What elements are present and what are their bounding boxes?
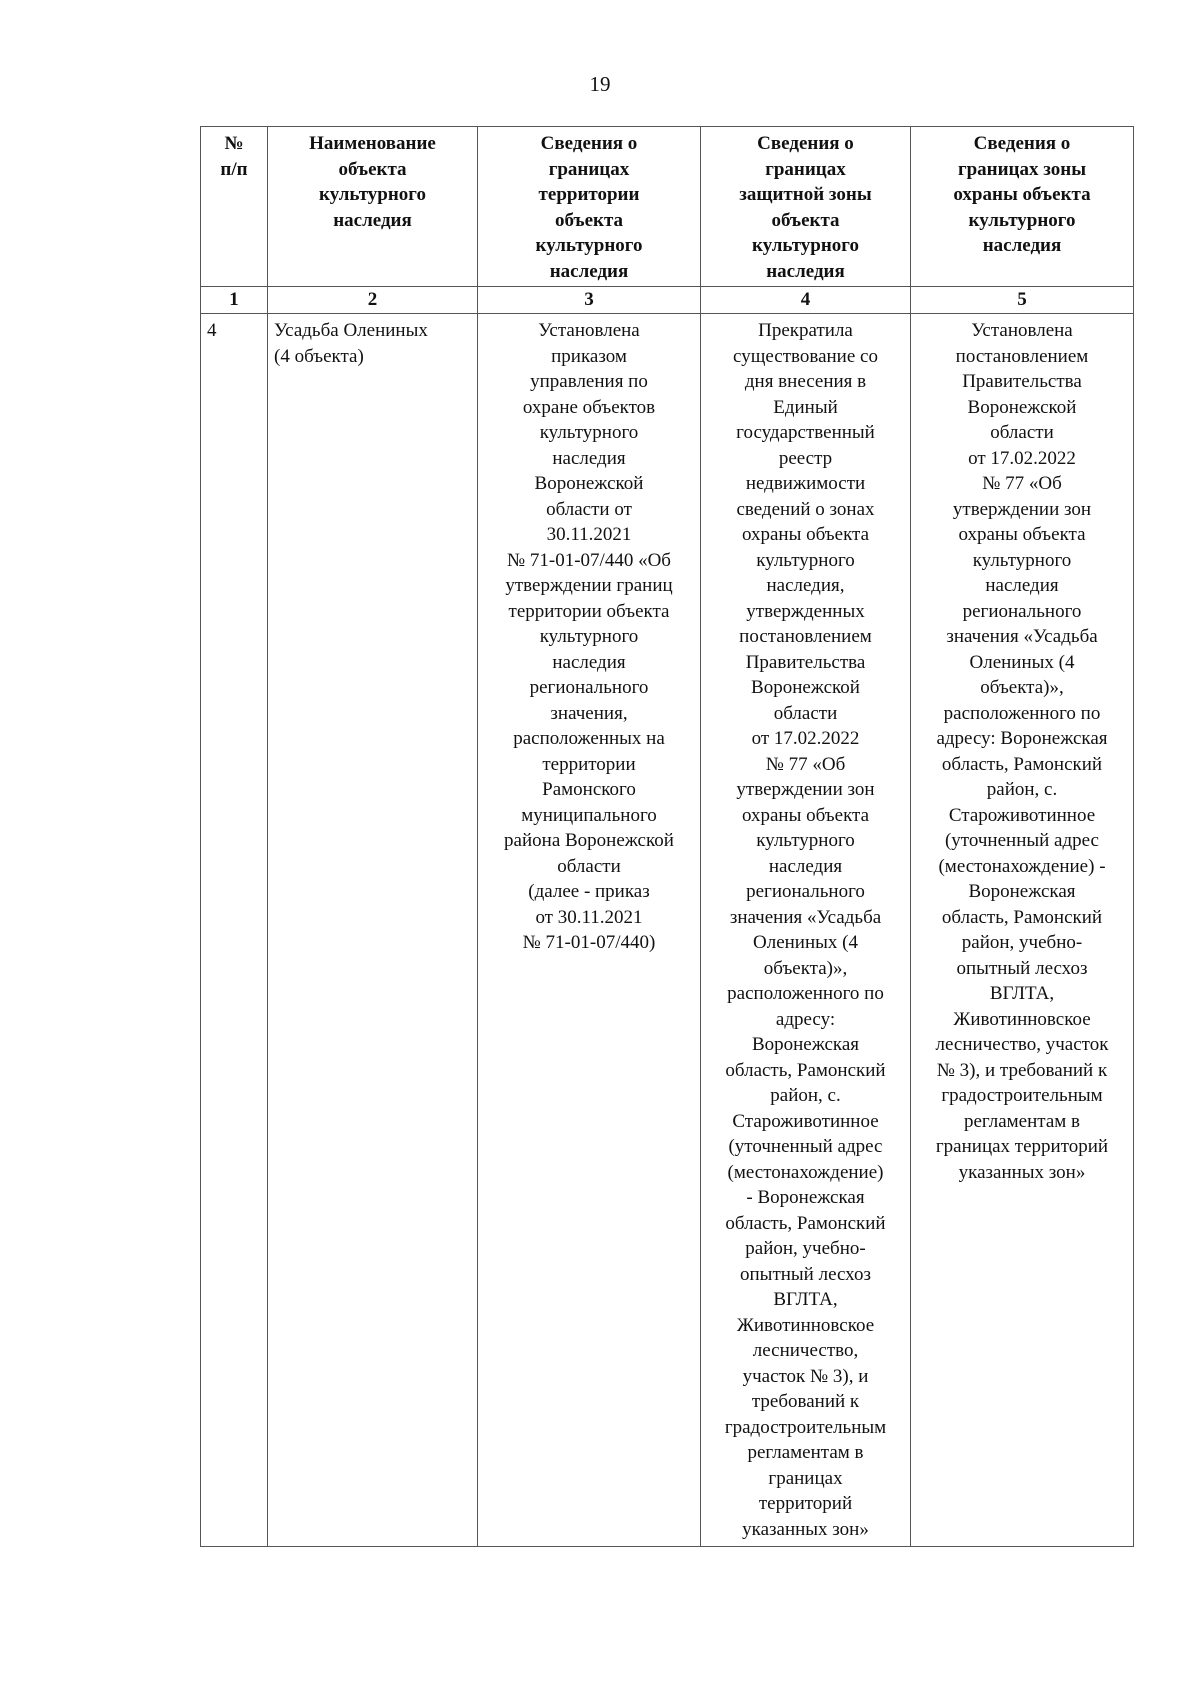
table-row — [201, 314, 1134, 1547]
header-number: № п/п — [201, 127, 268, 287]
header-name: Наименование объекта культурного наследия — [268, 127, 478, 287]
header-territory: Сведения о границах территории объекта культурного наследия — [478, 127, 701, 287]
page-number: 19 — [589, 72, 611, 96]
column-number-row — [201, 287, 1134, 314]
object-name: Усадьба Олениных (4 объекта) — [268, 314, 478, 1547]
header-row — [201, 127, 1134, 287]
header-security-zone: Сведения о границах зоны охраны объекта культурного наследия — [911, 127, 1134, 287]
column-number: 1 — [201, 287, 268, 314]
header-protective-zone: Сведения о границах защитной зоны объекта культурного наследия — [701, 127, 911, 287]
column-number: 3 — [478, 287, 701, 314]
security-zone-info: Установлена постановлением Правительства Воронежской области от 17.02.2022 № 77 «Об утверждении зон охраны объекта культурного наследия регионального значения «Усадьба Олениных (4 объекта)», расположенного по адресу: Воронежская область, Рамонский район, с. Староживотинное (уточненный адрес (местонахождение) - Воронежская область, Рамонский район, учебно- опытный лесхоз ВГЛТА, Животинновское лесничество, участок № 3), и требований к градостроительным регламентам в границах территорий указанных зон» — [911, 314, 1134, 1547]
territory-info: Установлена приказом управления по охране объектов культурного наследия Воронежской области от 30.11.2021 № 71-01-07/440 «Об утверждении границ территории объекта культурного наследия регионального значения, расположенных на территории Рамонского муниципального района Воронежской области (далее - приказ от 30.11.2021 № 71-01-07/440) — [478, 314, 701, 1547]
column-number: 5 — [911, 287, 1134, 314]
heritage-table — [200, 126, 1134, 1547]
column-number: 4 — [701, 287, 911, 314]
column-number: 2 — [268, 287, 478, 314]
row-number: 4 — [201, 314, 268, 1547]
protective-zone-info: Прекратила существование со дня внесения в Единый государственный реестр недвижимости сведений о зонах охраны объекта культурного наследия, утвержденных постановлением Правительства Воронежской области от 17.02.2022 № 77 «Об утверждении зон охраны объекта культурного наследия регионального значения «Усадьба Олениных (4 объекта)», расположенного по адресу: Воронежская область, Рамонский район, с. Староживотинное (уточненный адрес (местонахождение) - Воронежская область, Рамонский район, учебно- опытный лесхоз ВГЛТА, Животинновское лесничество, участок № 3), и требований к градостроительным регламентам в границах территорий указанных зон» — [701, 314, 911, 1547]
